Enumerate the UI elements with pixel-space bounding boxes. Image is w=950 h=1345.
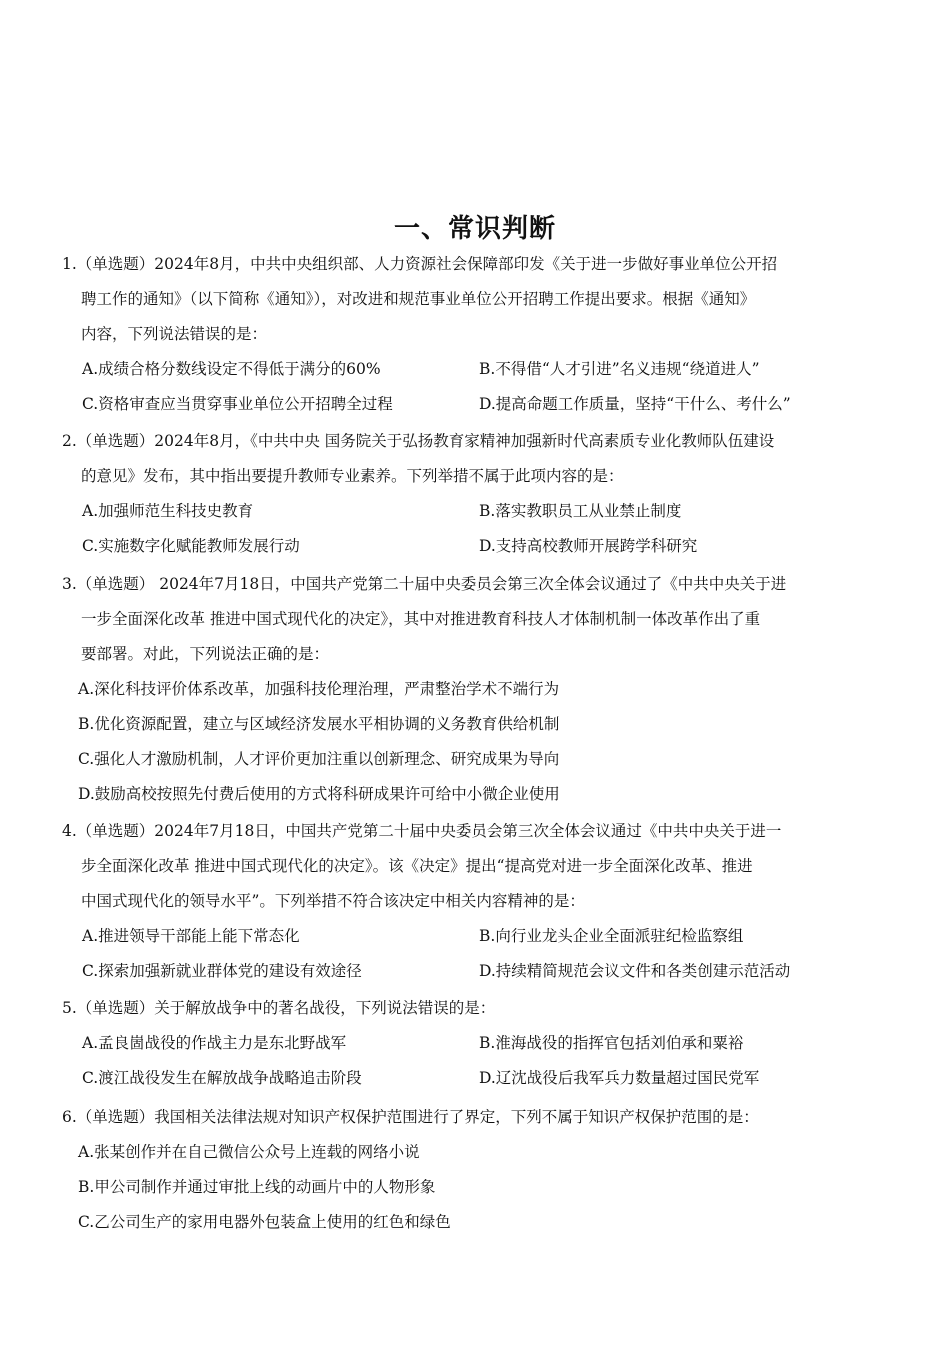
- question-3-option-b[interactable]: B.优化资源配置，建立与区域经济发展水平相协调的义务教育供给机制: [78, 715, 560, 733]
- question-4-stem-line-2: 步全面深化改革 推进中国式现代化的决定》。该《决定》提出“提高党对进一步全面深化改革、推进: [81, 857, 753, 875]
- question-4-option-c[interactable]: C.探索加强新就业群体党的建设有效途径: [82, 962, 362, 980]
- question-5-stem-line-1: 5.（单选题）关于解放战争中的著名战役，下列说法错误的是：: [62, 999, 496, 1017]
- question-3-option-c[interactable]: C.强化人才激励机制，人才评价更加注重以创新理念、研究成果为导向: [78, 750, 560, 768]
- question-2-option-b[interactable]: B.落实教职员工从业禁止制度: [479, 502, 682, 520]
- question-2-options: [62, 494, 872, 564]
- question-1-option-c[interactable]: C.资格审查应当贯穿事业单位公开招聘全过程: [82, 395, 393, 413]
- question-4-option-b[interactable]: B.向行业龙头企业全面派驻纪检监察组: [479, 927, 744, 945]
- question-4-option-d[interactable]: D.持续精简规范会议文件和各类创建示范活动: [479, 962, 791, 980]
- question-5-option-d[interactable]: D.辽沈战役后我军兵力数量超过国民党军: [479, 1069, 760, 1087]
- question-3: [62, 567, 872, 812]
- question-1-stem-line-3: 内容，下列说法错误的是：: [81, 325, 268, 343]
- section-title: 一、常识判断: [393, 214, 556, 244]
- question-4-option-a[interactable]: A.推进领导干部能上能下常态化: [82, 927, 300, 945]
- question-6-option-c[interactable]: C.乙公司生产的家用电器外包装盒上使用的红色和绿色: [78, 1213, 451, 1231]
- question-2-option-a[interactable]: A.加强师范生科技史教育: [82, 502, 254, 520]
- question-6-stem-line-1: 6.（单选题）我国相关法律法规对知识产权保护范围进行了界定，下列不属于知识产权保护范围的是：: [62, 1108, 759, 1126]
- question-3-stem-line-1: 3.（单选题） 2024年7月18日，中国共产党第二十届中央委员会第三次全体会议通过了《中共中央关于进: [62, 575, 787, 593]
- question-3-option-a[interactable]: A.深化科技评价体系改革，加强科技伦理治理，严肃整治学术不端行为: [78, 680, 560, 698]
- question-6: [62, 1100, 872, 1240]
- question-1-option-b[interactable]: B.不得借“人才引进”名义违规“绕道进人”: [479, 360, 760, 378]
- question-1-option-d[interactable]: D.提高命题工作质量，坚持“干什么、考什么”: [479, 395, 791, 413]
- question-2: [62, 424, 872, 564]
- question-3-stem-line-2: 一步全面深化改革 推进中国式现代化的决定》，其中对推进教育科技人才体制机制一体改革作出了重: [81, 610, 761, 628]
- question-2-option-d[interactable]: D.支持高校教师开展跨学科研究: [479, 537, 698, 555]
- question-2-stem-line-2: 的意见》发布，其中指出要提升教师专业素养。下列举措不属于此项内容的是：: [81, 467, 624, 485]
- question-6-option-a[interactable]: A.张某创作并在自己微信公众号上连载的网络小说: [78, 1143, 420, 1161]
- question-1-option-a[interactable]: A.成绩合格分数线设定不得低于满分的60%: [82, 360, 381, 378]
- question-4-stem-line-3: 中国式现代化的领导水平”。下列举措不符合该决定中相关内容精神的是：: [81, 892, 585, 910]
- question-5-option-b[interactable]: B.淮海战役的指挥官包括刘伯承和粟裕: [479, 1034, 744, 1052]
- question-5-option-a[interactable]: A.孟良崮战役的作战主力是东北野战军: [82, 1034, 347, 1052]
- question-6-option-b[interactable]: B.甲公司制作并通过审批上线的动画片中的人物形象: [78, 1178, 436, 1196]
- question-1: [62, 247, 872, 422]
- question-1-stem-line-1: 1.（单选题）2024年8月，中共中央组织部、人力资源社会保障部印发《关于进一步做好事业单位公开招: [62, 255, 778, 273]
- question-4-stem-line-1: 4.（单选题）2024年7月18日，中国共产党第二十届中央委员会第三次全体会议通过《中共中央关于进一: [62, 822, 782, 840]
- question-3-option-d[interactable]: D.鼓励高校按照先付费后使用的方式将科研成果许可给中小微企业使用: [78, 785, 560, 803]
- question-4: [62, 814, 872, 989]
- question-1-options: [62, 352, 872, 422]
- question-3-options: [62, 672, 872, 812]
- question-6-options: [62, 1135, 872, 1240]
- question-2-option-c[interactable]: C.实施数字化赋能教师发展行动: [82, 537, 300, 555]
- question-5-options: [62, 1026, 872, 1096]
- question-5-option-c[interactable]: C.渡江战役发生在解放战争战略追击阶段: [82, 1069, 362, 1087]
- question-5: [62, 991, 872, 1096]
- question-2-stem-line-1: 2.（单选题）2024年8月，《中共中央 国务院关于弘扬教育家精神加强新时代高素质专业化教师队伍建设: [62, 432, 775, 450]
- question-4-options: [62, 919, 872, 989]
- question-3-stem-line-3: 要部署。对此，下列说法正确的是：: [81, 645, 330, 663]
- question-1-stem-line-2: 聘工作的通知》（以下简称《通知》），对改进和规范事业单位公开招聘工作提出要求。根据《通知》: [81, 290, 756, 308]
